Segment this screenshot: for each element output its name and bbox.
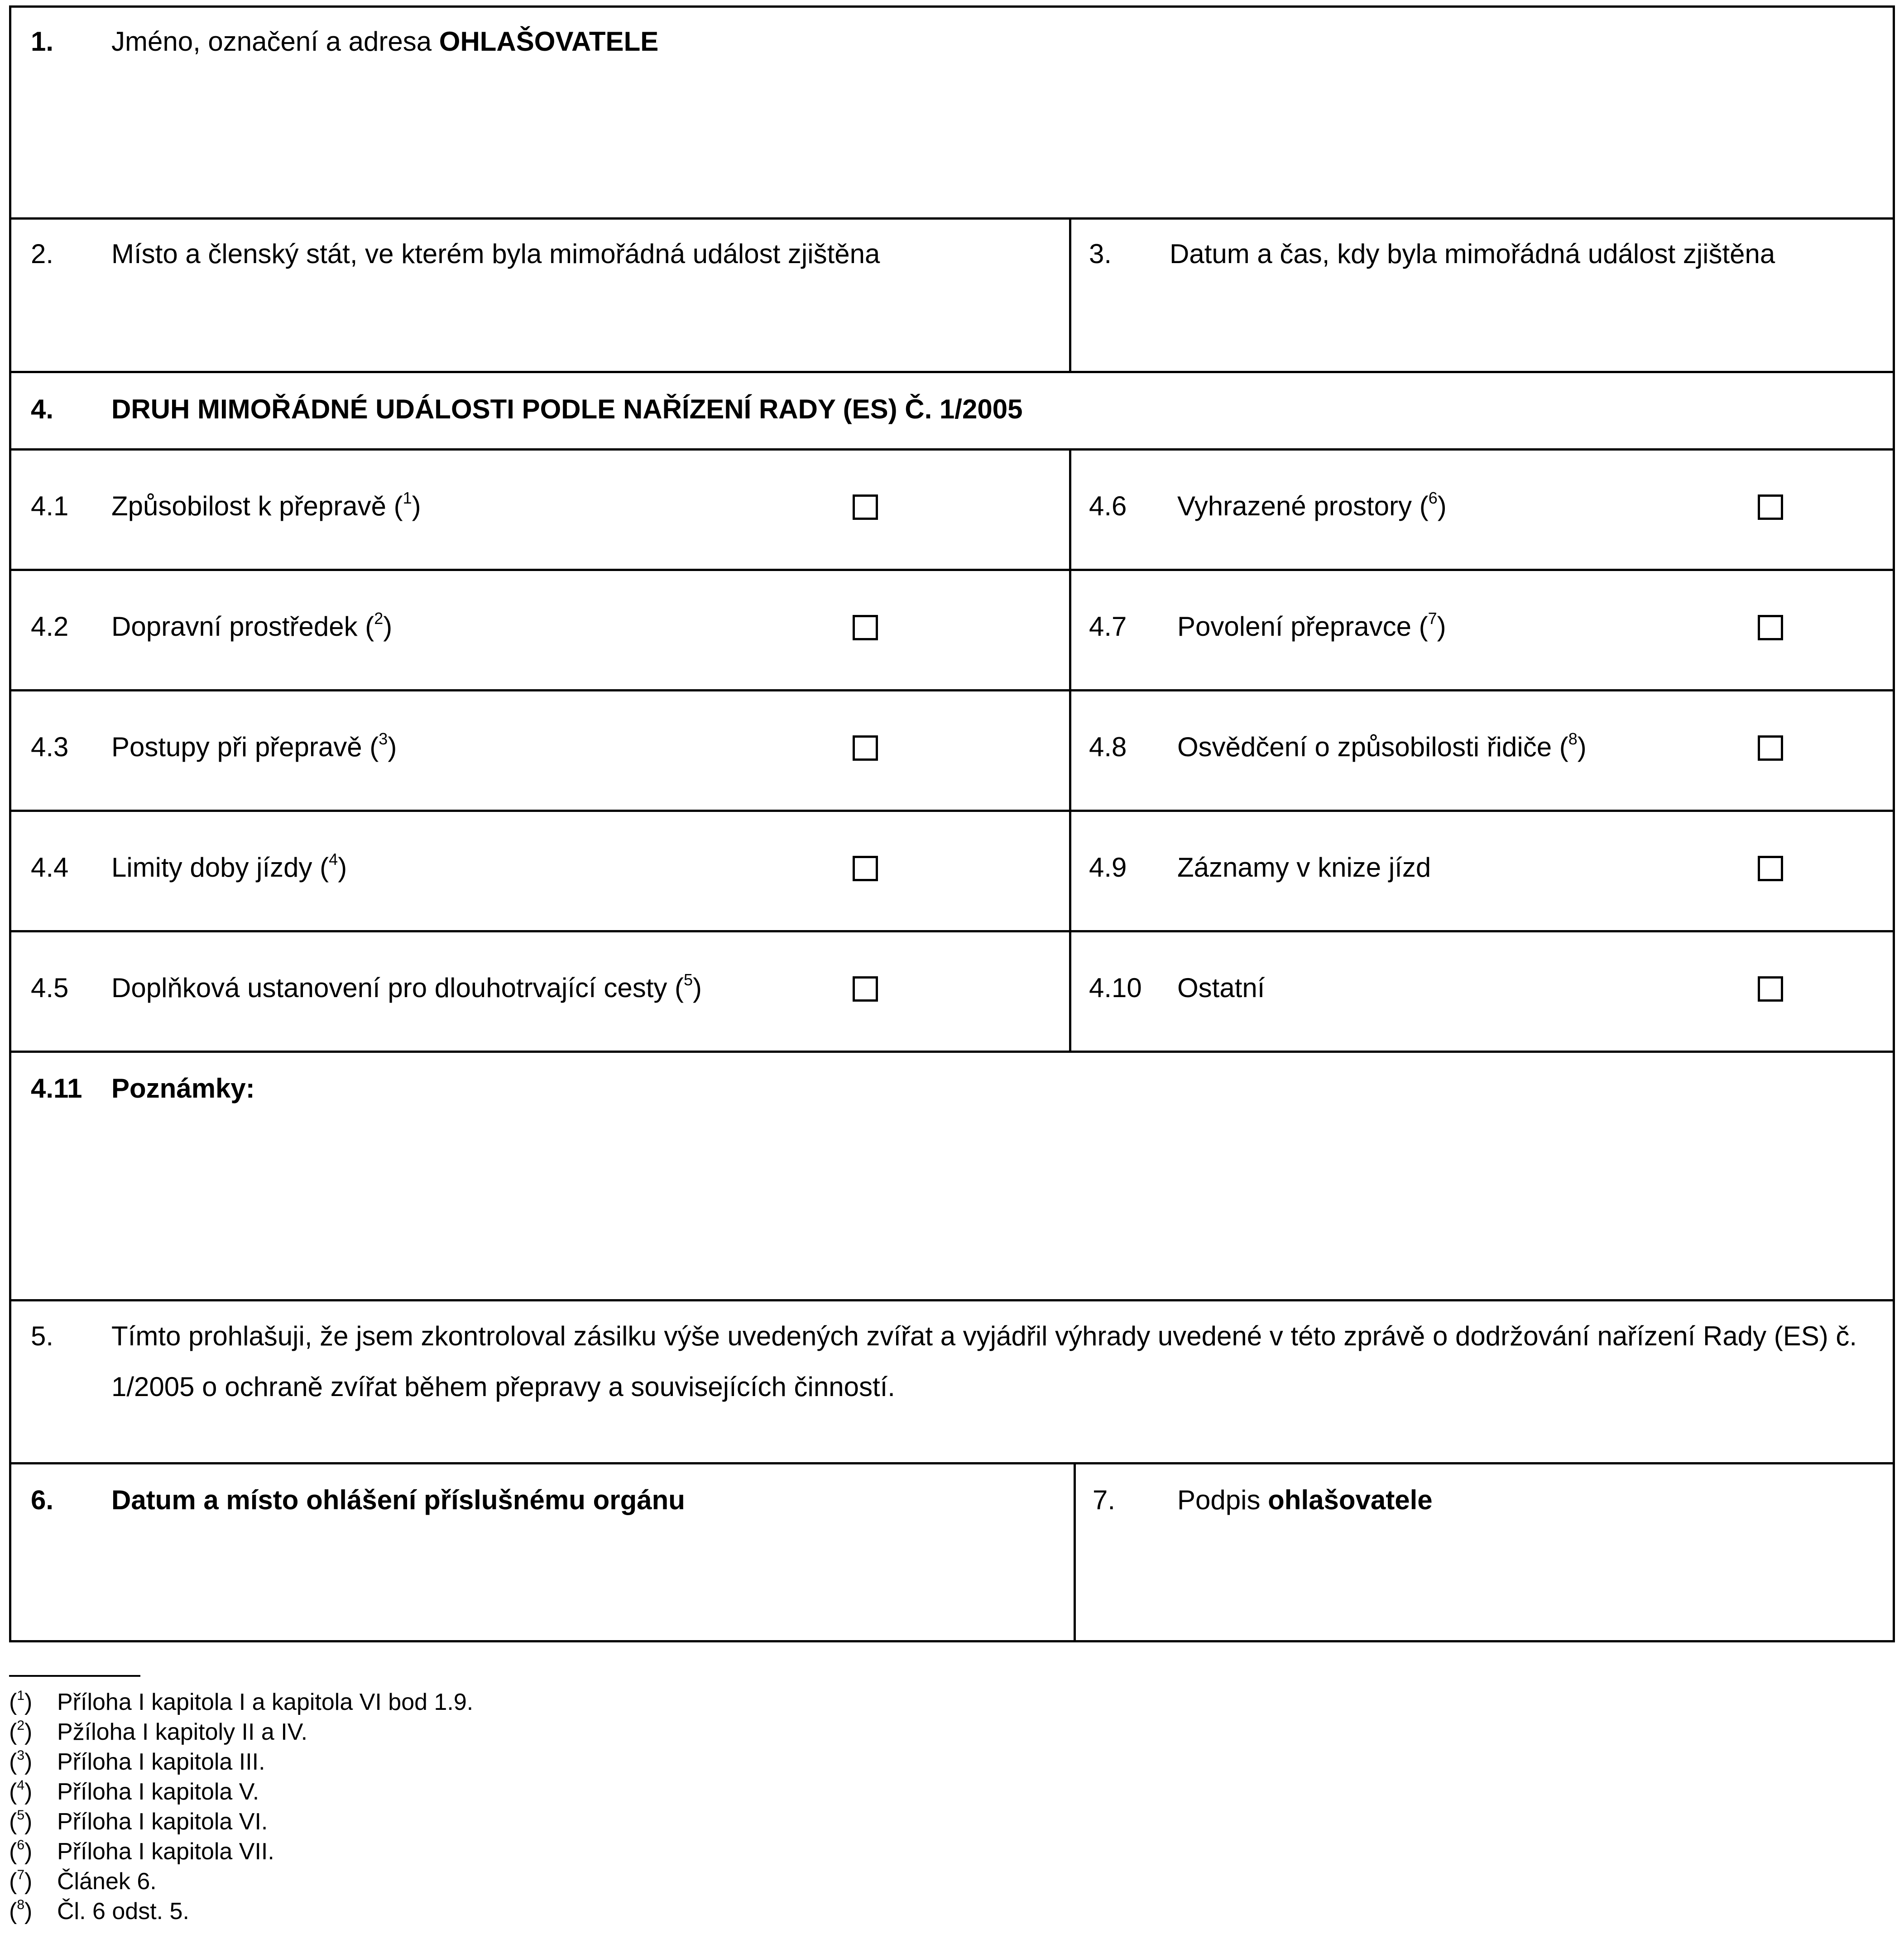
footnote-mark-num: 4: [17, 1778, 25, 1793]
footnote: [9, 1720, 307, 1744]
item-label: [1177, 609, 1446, 642]
footnote-mark: ($^8$): [9, 1897, 33, 1924]
checkbox-4-10[interactable]: [1758, 976, 1783, 1002]
section-7-label-bold: ohlašovatele: [1268, 1485, 1433, 1515]
footnote-ref: 7: [1428, 609, 1437, 628]
item-number: 4.3: [31, 732, 69, 762]
checkbox-4-1[interactable]: [853, 494, 878, 520]
footnote-ref: 4: [329, 850, 338, 869]
item-label-text: Osvědčení o způsobilosti řidiče (: [1177, 732, 1568, 762]
divider: [11, 1299, 1893, 1301]
footnote: [9, 1780, 259, 1804]
footnote-text: Pžíloha I kapitoly II a IV.: [57, 1719, 308, 1745]
checkbox-4-5[interactable]: [853, 976, 878, 1002]
declaration-text: Tímto prohlašuji, že jsem zkontroloval zásilku výše uvedených zvířat a vyjádřil výhrady uvedené v této zprávě o dodržování nařízení Rady (ES) č. 1/2005 o ochraně zvířat během přepravy a souvisejících činností.: [111, 1321, 1857, 1402]
item-label-close: ): [388, 732, 397, 762]
item-label: [1177, 729, 1587, 762]
date-place-field[interactable]: [11, 1525, 1071, 1640]
item-label-text: Limity doby jízdy (: [111, 852, 329, 883]
item-label: [111, 850, 347, 883]
section-number: 3.: [1089, 239, 1112, 269]
footnote-mark: ($^2$): [9, 1718, 33, 1745]
divider: [1074, 1462, 1076, 1642]
divider: [11, 689, 1893, 691]
footnote-mark-num: 3: [17, 1748, 25, 1763]
footnote-mark-num: 5: [17, 1808, 25, 1823]
divider: [11, 371, 1893, 373]
incident-report-form: [9, 5, 1895, 1642]
footnote: [9, 1840, 274, 1863]
item-label: Záznamy v knize jízd: [1177, 852, 1431, 883]
item-number: 4.6: [1089, 491, 1127, 521]
divider: [11, 448, 1893, 451]
item-label: [111, 729, 397, 762]
footnote: [9, 1867, 157, 1895]
divider: [11, 217, 1893, 220]
footnote: [9, 1810, 268, 1833]
checkbox-4-4[interactable]: [853, 856, 878, 881]
checkbox-4-2[interactable]: [853, 615, 878, 640]
divider: [11, 1051, 1893, 1053]
footnote-rule: [9, 1675, 140, 1677]
item-label-close: ): [1577, 732, 1587, 762]
footnote-ref: 1: [403, 489, 412, 507]
footnote-text: Příloha I kapitola III.: [57, 1749, 265, 1775]
footnote-mark: ($^4$): [9, 1778, 33, 1805]
footnote-mark-num: 6: [17, 1838, 25, 1852]
section-number: 1.: [31, 26, 54, 57]
section-number: 6.: [31, 1485, 54, 1515]
footnote-ref: 5: [684, 970, 693, 989]
footnote-text: Příloha I kapitola I a kapitola VI bod 1.9.: [57, 1689, 474, 1715]
divider: [11, 810, 1893, 812]
checkbox-4-8[interactable]: [1758, 735, 1783, 761]
divider: [11, 1462, 1893, 1464]
divider: [11, 569, 1893, 571]
footnote-mark-num: 2: [17, 1718, 25, 1733]
footnote-ref: 2: [374, 609, 384, 628]
section-6-label: Datum a místo ohlášení příslušnému orgánu: [111, 1485, 685, 1515]
checkbox-4-6[interactable]: [1758, 494, 1783, 520]
item-number: 4.10: [1089, 973, 1142, 1003]
footnote: [9, 1750, 265, 1774]
section-3-label: Datum a čas, kdy byla mimořádná událost zjištěna: [1170, 239, 1775, 269]
footnote-mark: ($^5$): [9, 1808, 33, 1835]
divider: [11, 930, 1893, 932]
footnote-mark: ($^7$): [9, 1867, 33, 1895]
section-1-label: [111, 28, 658, 55]
section-number: 7.: [1093, 1485, 1116, 1515]
item-number: 4.2: [31, 611, 69, 642]
section-7-label-text: Podpis: [1177, 1485, 1268, 1515]
item-label: [111, 489, 421, 521]
footnote-text: Příloha I kapitola V.: [57, 1779, 259, 1805]
item-number: 4.1: [31, 491, 69, 521]
item-label-text: Vyhrazené prostory (: [1177, 491, 1429, 521]
item-number: 4.11: [31, 1073, 82, 1104]
item-number: 4.4: [31, 852, 69, 883]
footnote-mark: ($^6$): [9, 1838, 33, 1865]
item-label-close: ): [338, 852, 347, 883]
date-time-field[interactable]: [1073, 279, 1888, 370]
item-label: Ostatní: [1177, 973, 1265, 1003]
checkbox-4-9[interactable]: [1758, 856, 1783, 881]
section-number: 2.: [31, 239, 54, 269]
footnote-mark-num: 1: [17, 1688, 25, 1703]
item-number: 4.8: [1089, 732, 1127, 762]
section-1-label-bold: OHLAŠOVATELE: [439, 26, 659, 57]
item-label-close: ): [1437, 491, 1447, 521]
notes-label: Poznámky:: [111, 1073, 255, 1104]
footnote-ref: 3: [379, 729, 388, 748]
notes-field[interactable]: [11, 1113, 1893, 1296]
footnote-text: Čl. 6 odst. 5.: [57, 1898, 189, 1924]
checkbox-4-3[interactable]: [853, 735, 878, 761]
item-number: 4.7: [1089, 611, 1127, 642]
divider: [1069, 217, 1071, 373]
footnote-ref: 8: [1568, 729, 1578, 748]
item-label-text: Doplňková ustanovení pro dlouhotrvající cesty (: [111, 973, 684, 1003]
footnote-mark-num: 8: [17, 1897, 25, 1912]
footnote-text: Článek 6.: [57, 1868, 157, 1895]
footnote: [9, 1690, 473, 1714]
item-label-close: ): [383, 611, 393, 642]
item-label: [111, 609, 393, 642]
item-number: 4.5: [31, 973, 69, 1003]
section-number: 4.: [31, 394, 54, 424]
section-2-label: Místo a členský stát, ve kterém byla mimořádná událost zjištěna: [111, 239, 880, 269]
item-label-text: Povolení přepravce (: [1177, 611, 1428, 642]
footnote-ref: 6: [1428, 489, 1438, 507]
section-number: 5.: [31, 1321, 54, 1351]
signature-field[interactable]: [1076, 1525, 1891, 1640]
item-label-close: ): [1437, 611, 1446, 642]
item-label-text: Postupy při přepravě (: [111, 732, 379, 762]
item-label-close: ): [693, 973, 702, 1003]
section-4-heading: DRUH MIMOŘÁDNÉ UDÁLOSTI PODLE NAŘÍZENÍ RADY (ES) Č. 1/2005: [111, 394, 1023, 424]
section-7-label: [1177, 1487, 1433, 1514]
place-field[interactable]: [11, 279, 1066, 370]
footnote-mark: ($^3$): [9, 1748, 33, 1775]
item-label: [1177, 489, 1447, 521]
footnote-text: Příloha I kapitola VII.: [57, 1838, 274, 1865]
item-label: [111, 970, 702, 1003]
footnote-mark-num: 7: [17, 1867, 25, 1882]
footnote: [9, 1897, 189, 1924]
item-label-text: Dopravní prostředek (: [111, 611, 374, 642]
notifier-field[interactable]: [11, 62, 1893, 216]
divider: [1069, 448, 1071, 1053]
footnote-text: Příloha I kapitola VI.: [57, 1809, 268, 1835]
checkbox-4-7[interactable]: [1758, 615, 1783, 640]
item-label-close: ): [412, 491, 421, 521]
item-number: 4.9: [1089, 852, 1127, 883]
item-label-text: Způsobilost k přepravě (: [111, 491, 403, 521]
footnote-mark: ($^1$): [9, 1688, 33, 1715]
section-1-label-text: Jméno, označení a adresa: [111, 26, 439, 57]
